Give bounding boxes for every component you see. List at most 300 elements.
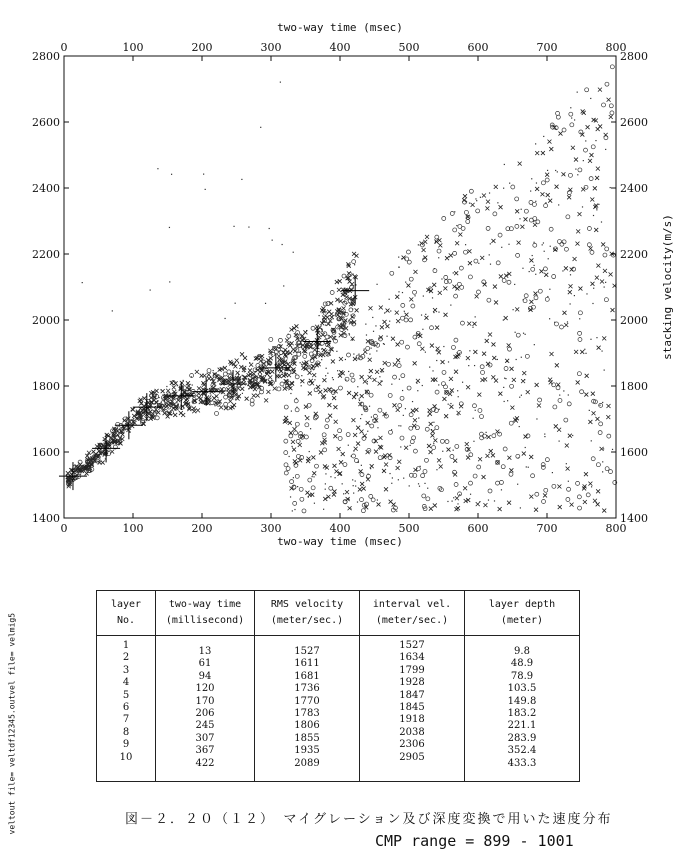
scatter-point	[568, 173, 572, 177]
scatter-point	[284, 463, 288, 467]
scatter-point	[550, 352, 554, 356]
scatter-point	[569, 284, 573, 288]
scatter-point	[335, 280, 339, 284]
scatter-point	[577, 495, 581, 499]
scatter-point	[450, 454, 454, 458]
scatter-point	[529, 271, 530, 272]
scatter-point	[477, 393, 481, 397]
scatter-point	[345, 359, 346, 360]
scatter-point	[454, 370, 458, 374]
scatter-point	[169, 281, 170, 282]
scatter-point	[543, 242, 544, 243]
scatter-point	[266, 366, 267, 367]
scatter-point	[400, 425, 401, 426]
table-cell: 2905	[399, 751, 425, 763]
scatter-point	[457, 390, 458, 391]
scatter-point	[467, 322, 471, 326]
scatter-point	[112, 310, 113, 311]
scatter-point	[378, 382, 382, 386]
scatter-point	[396, 319, 400, 323]
scatter-point	[578, 337, 582, 341]
scatter-point	[319, 450, 323, 454]
scatter-point	[523, 299, 527, 303]
scatter-point	[602, 461, 603, 462]
scatter-point	[587, 243, 591, 247]
scatter-point	[609, 272, 613, 276]
scatter-point	[355, 485, 356, 486]
scatter-point	[609, 115, 613, 119]
scatter-point	[597, 346, 601, 350]
scatter-point	[588, 420, 592, 424]
scatter-point	[567, 402, 571, 406]
scatter-point	[385, 324, 389, 328]
scatter-point	[319, 315, 320, 316]
scatter-point	[293, 459, 297, 463]
scatter-point	[518, 162, 522, 166]
scatter-point	[436, 469, 437, 470]
scatter-point	[524, 435, 528, 439]
scatter-point	[466, 201, 467, 202]
scatter-point	[533, 265, 534, 266]
velocity-pick-marker	[303, 327, 331, 355]
table-cell: 1783	[294, 707, 320, 719]
scatter-point	[564, 266, 568, 270]
scatter-point	[409, 318, 413, 322]
scatter-point	[400, 436, 404, 440]
scatter-point	[422, 504, 426, 508]
scatter-point	[238, 377, 239, 378]
table-cell: 422	[195, 757, 215, 769]
scatter-point	[596, 337, 597, 338]
scatter-point	[312, 476, 313, 477]
scatter-point	[401, 374, 405, 378]
scatter-point	[458, 492, 462, 496]
y-tick-label-right: 2000	[620, 314, 648, 327]
scatter-point	[347, 271, 351, 275]
scatter-point	[481, 370, 485, 374]
scatter-point	[414, 408, 418, 412]
scatter-point	[542, 499, 546, 503]
scatter-point	[511, 185, 515, 189]
scatter-point	[284, 405, 288, 409]
table-cell: 1634	[399, 652, 425, 664]
scatter-point	[582, 111, 586, 115]
scatter-point	[300, 497, 304, 501]
scatter-point	[366, 334, 367, 335]
scatter-point	[410, 445, 411, 446]
scatter-point	[227, 370, 231, 374]
scatter-point	[566, 467, 570, 471]
scatter-point	[98, 455, 99, 456]
scatter-point	[260, 376, 261, 377]
scatter-point	[468, 365, 469, 366]
scatter-point	[397, 460, 401, 464]
scatter-point	[333, 379, 334, 380]
scatter-point	[568, 394, 569, 395]
scatter-point	[610, 65, 614, 69]
scatter-point	[166, 414, 170, 418]
scatter-point	[487, 435, 491, 439]
scatter-point	[382, 469, 386, 473]
scatter-point	[558, 398, 562, 402]
table-cell: 1611	[294, 658, 320, 670]
scatter-point	[327, 373, 328, 374]
scatter-point	[590, 98, 591, 99]
scatter-point	[386, 309, 390, 313]
scatter-point	[516, 333, 520, 337]
scatter-point	[404, 313, 408, 317]
scatter-point	[495, 481, 499, 485]
scatter-point	[459, 266, 463, 270]
scatter-point	[472, 327, 473, 328]
scatter-point	[493, 285, 497, 289]
scatter-point	[578, 311, 582, 315]
scatter-point	[430, 326, 434, 330]
scatter-point	[352, 479, 353, 480]
scatter-point	[308, 371, 312, 375]
scatter-point	[558, 204, 559, 205]
scatter-point	[591, 392, 595, 396]
scatter-point	[577, 92, 578, 93]
scatter-point	[223, 366, 227, 370]
scatter-point	[491, 239, 495, 243]
scatter-point	[473, 350, 477, 354]
scatter-point	[364, 348, 365, 349]
scatter-point	[605, 82, 609, 86]
scatter-point	[449, 405, 453, 409]
scatter-point	[398, 404, 402, 408]
scatter-point	[286, 467, 290, 471]
scatter-point	[370, 348, 371, 349]
scatter-point	[374, 450, 378, 454]
scatter-point	[576, 229, 580, 233]
scatter-point	[325, 325, 326, 326]
scatter-point	[452, 501, 453, 502]
scatter-point	[422, 494, 426, 498]
y-tick-label-right: 2200	[620, 248, 648, 261]
scatter-point	[528, 467, 529, 468]
scatter-point	[547, 170, 548, 171]
scatter-point	[327, 403, 331, 407]
scatter-point	[351, 456, 352, 457]
scatter-point	[438, 243, 442, 247]
scatter-point	[562, 270, 563, 271]
scatter-point	[409, 277, 413, 281]
scatter-point	[397, 364, 401, 368]
scatter-point	[503, 188, 504, 189]
scatter-point	[574, 350, 578, 354]
scatter-point	[436, 347, 440, 351]
scatter-point	[589, 177, 593, 181]
scatter-point	[395, 311, 399, 315]
scatter-point	[210, 395, 211, 396]
y-tick-label-right: 2400	[620, 182, 648, 195]
bottom-x-axis-label: two-way time (msec)	[277, 535, 403, 548]
scatter-point	[367, 381, 368, 382]
scatter-point	[389, 473, 390, 474]
scatter-point	[515, 209, 519, 213]
scatter-point	[215, 394, 219, 398]
scatter-point	[403, 478, 404, 479]
scatter-point	[474, 259, 478, 263]
scatter-point	[545, 202, 546, 203]
scatter-point	[564, 418, 568, 422]
scatter-point	[257, 377, 258, 378]
scatter-point	[534, 508, 538, 512]
scatter-point	[453, 228, 457, 232]
scatter-point	[405, 408, 406, 409]
scatter-point	[507, 400, 508, 401]
scatter-point	[604, 136, 608, 140]
scatter-point	[365, 324, 366, 325]
scatter-point	[413, 449, 417, 453]
table-cell: 245	[195, 720, 215, 732]
scatter-point	[308, 493, 312, 497]
scatter-point	[575, 168, 576, 169]
scatter-point	[570, 274, 571, 275]
scatter-point	[504, 378, 505, 379]
scatter-point	[379, 376, 380, 377]
scatter-point	[435, 426, 439, 430]
scatter-point	[325, 425, 329, 429]
scatter-point	[601, 242, 605, 246]
scatter-point	[426, 497, 430, 501]
scatter-point	[602, 103, 606, 107]
scatter-point	[383, 320, 387, 324]
scatter-point	[497, 359, 498, 360]
scatter-point	[277, 387, 281, 391]
scatter-point	[325, 489, 326, 490]
scatter-point	[425, 314, 426, 315]
scatter-point	[236, 371, 240, 375]
scatter-point	[463, 486, 467, 490]
scatter-point	[602, 402, 603, 403]
scatter-point	[390, 271, 394, 275]
scatter-point	[293, 477, 294, 478]
scatter-point	[197, 386, 201, 390]
scatter-point	[294, 509, 295, 510]
scatter-point	[398, 479, 399, 480]
scatter-point	[396, 466, 400, 470]
scatter-point	[446, 448, 450, 452]
scatter-point	[553, 405, 557, 409]
scatter-point	[352, 260, 356, 264]
scatter-point	[290, 341, 294, 345]
scatter-point	[594, 228, 598, 232]
scatter-point	[357, 386, 358, 387]
scatter-point	[439, 409, 440, 410]
scatter-point	[417, 342, 421, 346]
y-tick-label-right: 1800	[620, 380, 648, 393]
scatter-point	[604, 298, 608, 302]
scatter-point	[466, 356, 470, 360]
y-tick-label-right: 1600	[620, 446, 648, 459]
scatter-point	[513, 309, 514, 310]
scatter-point	[579, 318, 580, 319]
scatter-point	[334, 420, 338, 424]
header-layer-depth: layer depth (meter)	[465, 591, 580, 636]
y-tick-label-right: 2600	[620, 116, 648, 129]
scatter-point	[373, 414, 377, 418]
scatter-point	[422, 248, 426, 252]
scatter-point	[455, 241, 459, 245]
x-tick-label-top: 400	[329, 41, 351, 54]
scatter-point	[389, 299, 390, 300]
scatter-point	[353, 274, 354, 275]
scatter-point	[242, 393, 243, 394]
scatter-point	[117, 428, 118, 429]
scatter-point	[435, 326, 439, 330]
scatter-point	[580, 390, 584, 394]
header-rms-velocity: RMS velocity (meter/sec.)	[255, 591, 360, 636]
scatter-point	[363, 380, 367, 384]
scatter-point	[412, 401, 413, 402]
scatter-point	[391, 337, 395, 341]
scatter-point	[544, 436, 545, 437]
scatter-point	[596, 209, 597, 210]
scatter-point	[570, 107, 571, 108]
scatter-point	[463, 194, 467, 198]
scatter-point	[322, 316, 326, 320]
table-cell: 78.9	[510, 670, 534, 682]
scatter-point	[535, 187, 539, 191]
scatter-point	[213, 382, 214, 383]
scatter-point	[400, 316, 404, 320]
scatter-point	[498, 233, 502, 237]
x-tick-label-top: 300	[260, 41, 282, 54]
scatter-point	[322, 331, 323, 332]
x-tick-label-bottom: 300	[260, 522, 282, 535]
scatter-point	[444, 275, 448, 279]
scatter-point	[260, 127, 261, 128]
scatter-point	[363, 434, 367, 438]
scatter-point	[335, 309, 339, 313]
scatter-point	[131, 407, 135, 411]
scatter-point	[351, 378, 355, 382]
scatter-point	[488, 499, 489, 500]
scatter-point	[393, 375, 397, 379]
scatter-point	[460, 321, 464, 325]
scatter-point	[433, 443, 434, 444]
scatter-point	[265, 303, 266, 304]
scatter-point	[445, 440, 449, 444]
scatter-point	[468, 275, 472, 279]
scatter-point	[557, 240, 561, 244]
scatter-point	[316, 385, 320, 389]
scatter-point	[541, 151, 545, 155]
scatter-point	[585, 88, 589, 92]
scatter-point	[598, 124, 602, 128]
scatter-point	[304, 435, 308, 439]
scatter-point	[291, 410, 292, 411]
scatter-point	[356, 426, 360, 430]
scatter-point	[489, 449, 493, 453]
scatter-point	[559, 394, 560, 395]
y-tick-label-left: 1400	[32, 512, 60, 525]
scatter-point	[435, 241, 436, 242]
scatter-point	[161, 389, 165, 393]
scatter-point	[368, 375, 372, 379]
scatter-point	[321, 353, 325, 357]
scatter-point	[232, 403, 236, 407]
scatter-point	[437, 249, 441, 253]
scatter-point	[442, 451, 443, 452]
scatter-point	[321, 395, 325, 399]
scatter-point	[455, 444, 459, 448]
scatter-point	[359, 400, 360, 401]
scatter-point	[332, 396, 336, 400]
scatter-point	[161, 402, 162, 403]
scatter-point	[544, 433, 545, 434]
scatter-point	[491, 375, 495, 379]
x-tick-label-top: 800	[605, 41, 627, 54]
scatter-point	[410, 440, 414, 444]
scatter-point	[414, 295, 415, 296]
scatter-point	[507, 280, 511, 284]
scatter-point	[278, 338, 282, 342]
scatter-point	[529, 200, 533, 204]
scatter-point	[457, 411, 461, 415]
scatter-point	[360, 375, 364, 379]
table-cell: 7	[122, 714, 130, 726]
scatter-point	[423, 256, 427, 260]
scatter-point	[341, 452, 345, 456]
scatter-point	[443, 286, 447, 290]
scatter-point	[503, 447, 507, 451]
scatter-point	[141, 403, 142, 404]
scatter-point	[398, 267, 399, 268]
scatter-point	[498, 432, 502, 436]
table-cell: 307	[195, 732, 215, 744]
scatter-point	[315, 355, 316, 356]
scatter-point	[557, 171, 558, 172]
scatter-point	[352, 454, 356, 458]
scatter-point	[548, 199, 552, 203]
scatter-point	[598, 88, 602, 92]
scatter-point	[416, 379, 420, 383]
scatter-point	[475, 316, 476, 317]
scatter-point	[328, 414, 332, 418]
scatter-point	[180, 381, 184, 385]
scatter-point	[423, 507, 427, 511]
scatter-point	[430, 433, 434, 437]
scatter-point	[549, 318, 550, 319]
scatter-point	[602, 471, 603, 472]
table-cell: 1847	[399, 689, 425, 701]
scatter-point	[245, 397, 249, 401]
scatter-point	[454, 482, 458, 486]
scatter-point	[451, 345, 455, 349]
scatter-point	[543, 493, 547, 497]
scatter-point	[354, 264, 355, 265]
x-tick-label-bottom: 700	[536, 522, 558, 535]
scatter-point	[489, 192, 490, 193]
scatter-point	[505, 378, 506, 379]
x-tick-label-bottom: 200	[191, 522, 213, 535]
scatter-point	[595, 276, 599, 280]
scatter-point	[337, 447, 341, 451]
scatter-point	[519, 218, 520, 219]
scatter-point	[205, 189, 206, 190]
scatter-point	[375, 370, 379, 374]
scatter-point	[596, 502, 600, 506]
scatter-point	[334, 336, 335, 337]
scatter-point	[273, 387, 277, 391]
scatter-point	[166, 389, 170, 393]
table-cell: 6	[122, 701, 130, 713]
scatter-point	[405, 345, 409, 349]
scatter-point	[469, 481, 473, 485]
